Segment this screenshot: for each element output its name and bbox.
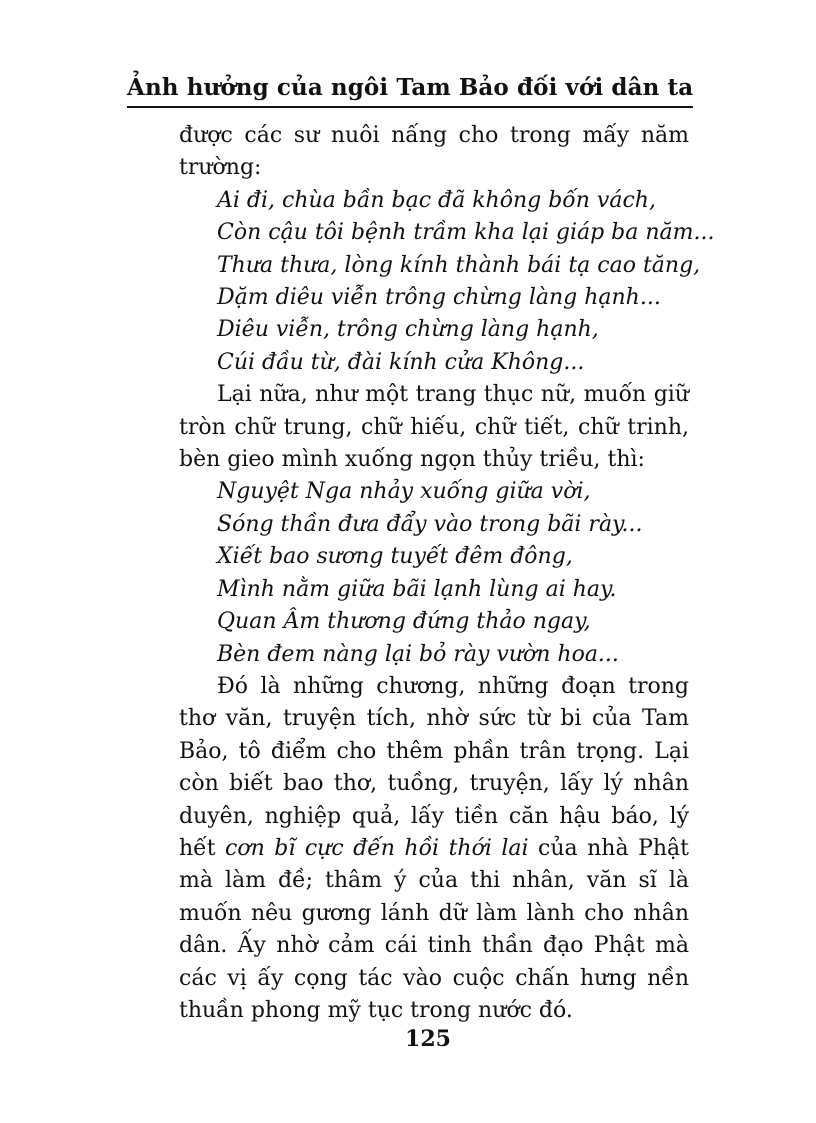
verse-line: Mình nằm giữa bãi lạnh lùng ai hay. — [217, 576, 617, 602]
verse-line: Dặm diêu viễn trông chừng làng hạnh... — [217, 285, 661, 311]
paragraph-3-italic-phrase: cơn bĩ cực đến hồi thới lai — [225, 835, 529, 861]
body-text — [179, 120, 715, 1027]
verse-line: Ai đi, chùa bần bạc đã không bốn vách, — [217, 187, 656, 213]
verse-line: Nguyệt Nga nhảy xuống giữa vời, — [217, 479, 591, 505]
paragraph-3-text-b: của nhà Phật mà làm đề; thâm ý của thi nhân, văn sĩ là muốn nêu gương lánh dữ làm lành cho nhân dân. Ấy nhờ cảm cái tinh thần đạo Phật mà các vị ấy cọng tác vào cuộc chấn hưng nền thuần phong mỹ tục trong nước đó. — [179, 835, 689, 1023]
paragraph-3-text-a: Đó là những chương, những đoạn trong thơ văn, truyện tích, nhờ sức từ bi của Tam Bảo, tô điểm cho thêm phần trân trọng. Lại còn biết bao thơ, tuồng, truyện, lấy lý nhân duyên, nghiệp quả, lấy tiền căn hậu báo, lý hết — [179, 673, 689, 861]
paragraph-continuation: được các sư nuôi nấng cho trong mấy năm trường: — [179, 123, 689, 181]
verse-line: Bèn đem nàng lại bỏ rày vườn hoa... — [217, 641, 619, 667]
page-number: 125 — [405, 1026, 451, 1052]
running-header: Ảnh hưởng của ngôi Tam Bảo đối với dân ta — [127, 74, 694, 101]
paragraph-3 — [179, 671, 689, 1027]
verse-line: Cúi đầu từ, đài kính cửa Không... — [217, 349, 585, 375]
verse-line: Còn cậu tôi bệnh trầm kha lại giáp ba năm... — [217, 220, 715, 246]
verse-line: Thưa thưa, lòng kính thành bái tạ cao tăng, — [217, 252, 701, 278]
header-rule — [127, 106, 693, 108]
verse-block-1 — [179, 185, 715, 379]
verse-block-2 — [179, 476, 689, 670]
verse-line: Quan Âm thương đứng thảo ngay, — [217, 609, 591, 635]
paragraph-2: Lại nữa, như một trang thục nữ, muốn giữ tròn chữ trung, chữ hiếu, chữ tiết, chữ trinh, bèn gieo mình xuống ngọn thủy triều, thì: — [179, 382, 689, 473]
verse-line: Diêu viễn, trông chừng làng hạnh, — [217, 317, 599, 343]
verse-line: Xiết bao sương tuyết đêm đông, — [217, 544, 573, 570]
verse-line: Sóng thần đưa đẩy vào trong bãi rày... — [217, 511, 643, 537]
